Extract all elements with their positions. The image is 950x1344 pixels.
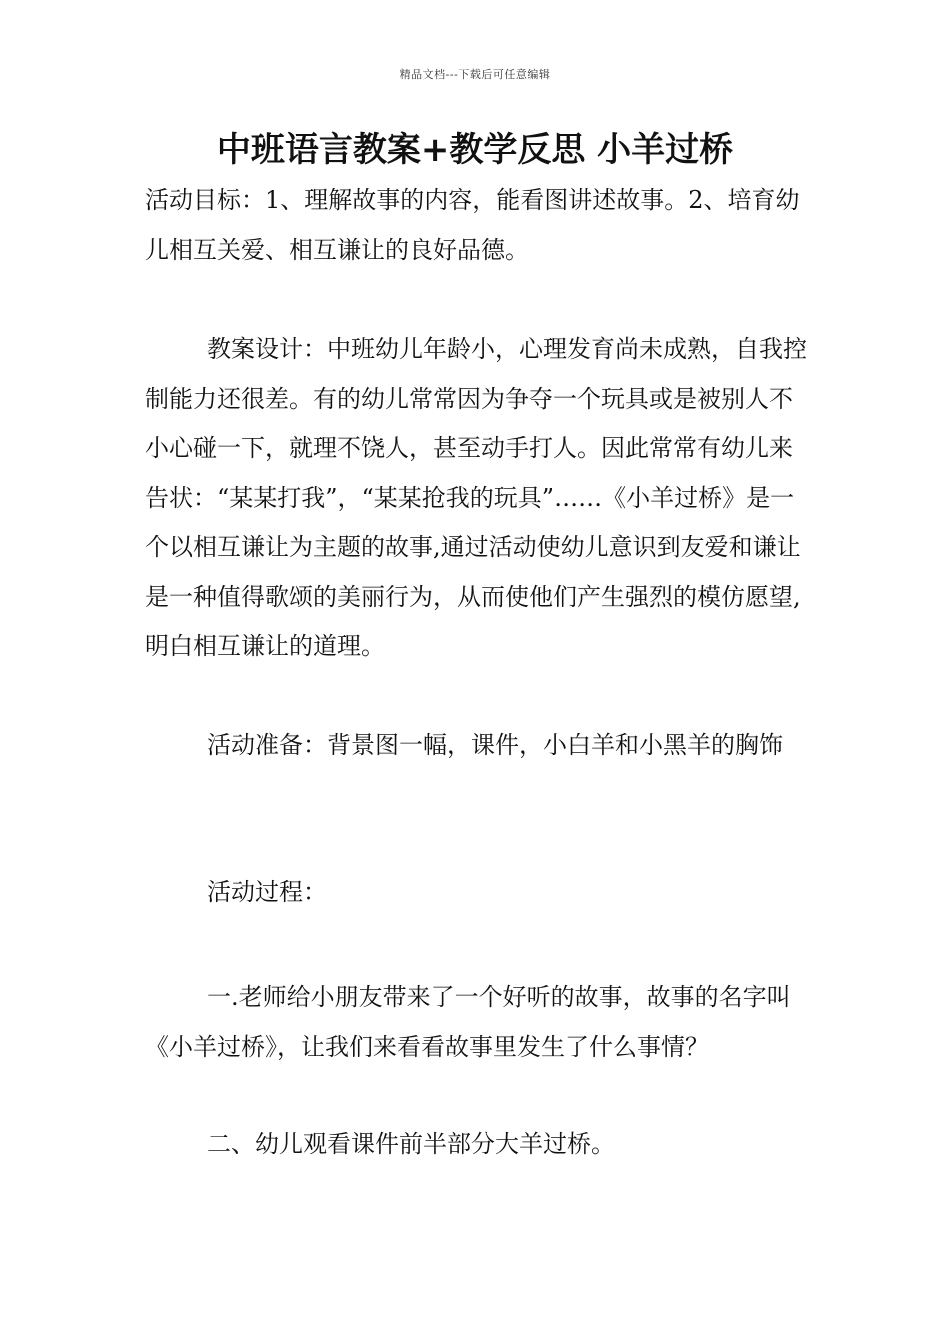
paragraph-activity-process-heading: 活动过程： xyxy=(207,878,327,906)
paragraph-step-one: 一.老师给小朋友带来了一个好听的故事，故事的名字叫《小羊过桥》，让我们来看看故事里发生了什么事情？ xyxy=(145,983,791,1061)
paragraph-lesson-design: 教案设计：中班幼儿年龄小，心理发育尚未成熟，自我控制能力还很差。有的幼儿常常因为争夺一个玩具或是被别人不小心碰一下，就理不饶人，甚至动手打人。因此常常有幼儿来告状：“某某打我”，“某某抢我的玩具”……《小羊过桥》是一个以相互谦让为主题的故事,通过活动使幼儿意识到友爱和谦让是一种值得歌颂的美丽行为，从而使他们产生强烈的模仿愿望,明白相互谦让的道理。 xyxy=(145,335,807,660)
document-title: 中班语言教案+教学反思 小羊过桥 xyxy=(216,130,734,170)
paragraph-activity-preparation: 活动准备：背景图一幅，课件，小白羊和小黑羊的胸饰 xyxy=(207,731,783,759)
page-header: 精品文档---下载后可任意编辑 xyxy=(399,68,551,81)
paragraph-step-two: 二、幼儿观看课件前半部分大羊过桥。 xyxy=(207,1130,615,1158)
paragraph-activity-goal: 活动目标：1、理解故事的内容，能看图讲述故事。2、培育幼儿相互关爱、相互谦让的良好品德。 xyxy=(145,186,800,264)
